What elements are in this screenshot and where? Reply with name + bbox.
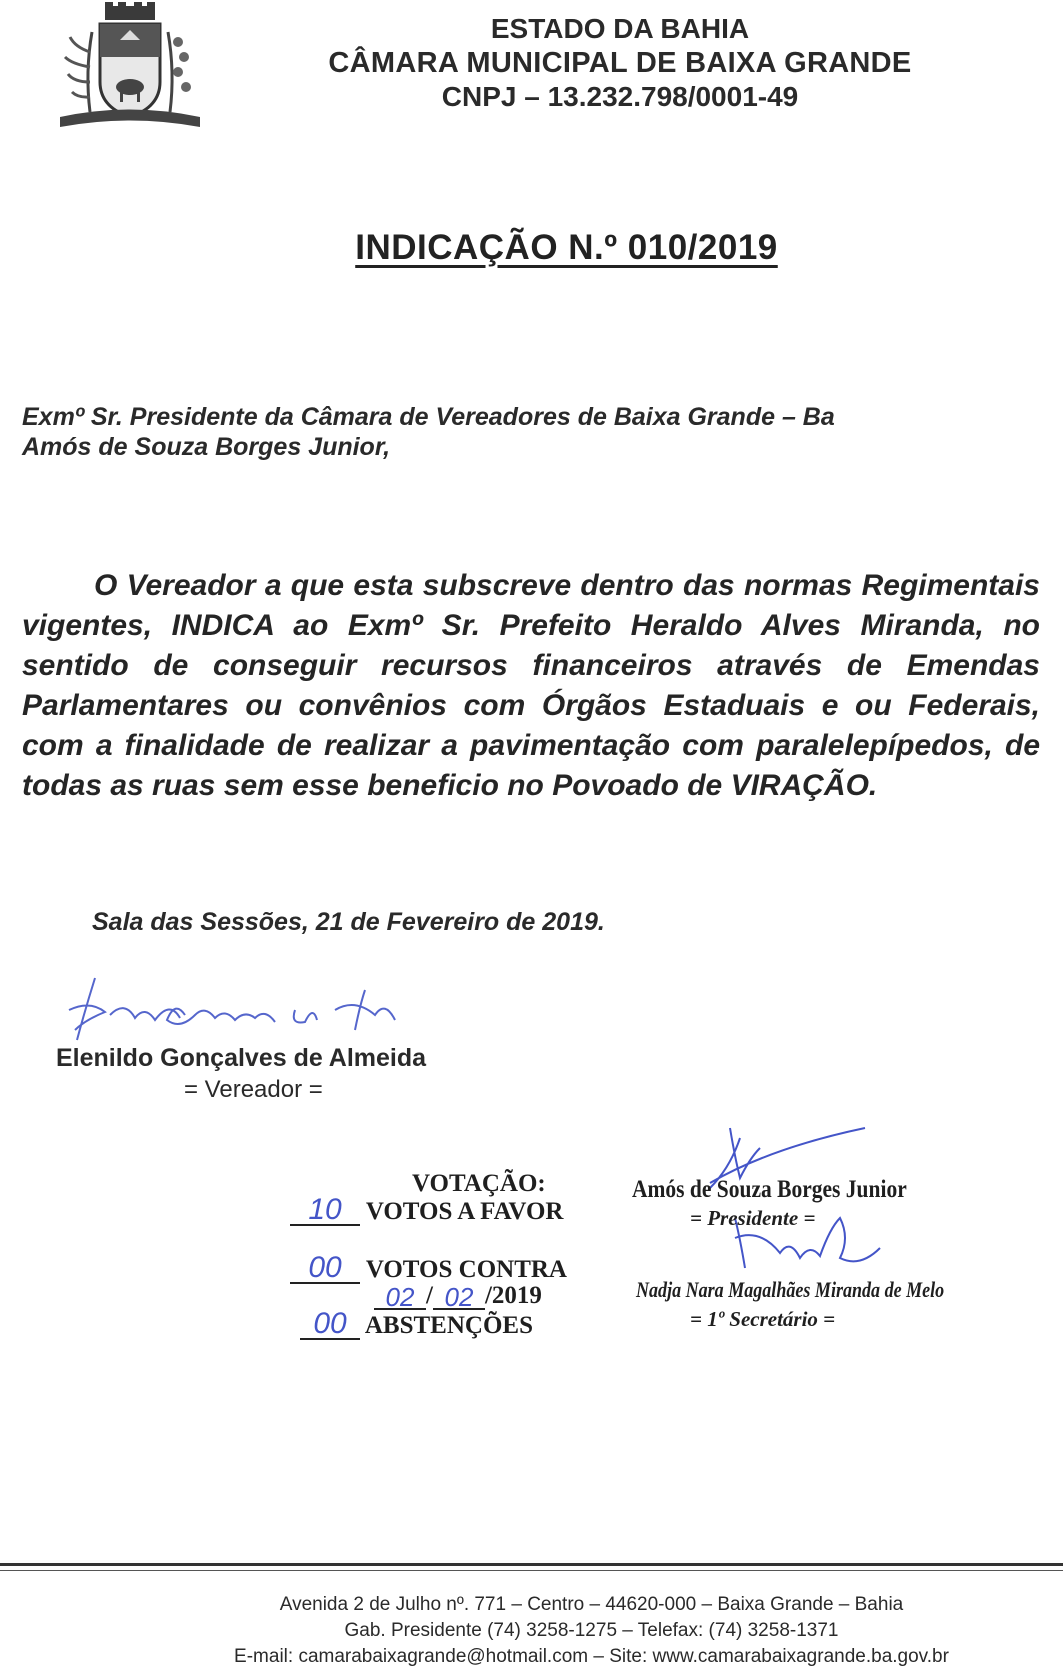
- votes-contra-row: [290, 1251, 567, 1284]
- voting-title: VOTAÇÃO:: [412, 1170, 546, 1197]
- votes-favor-value: 10: [290, 1196, 360, 1226]
- votes-favor-label: VOTOS A FAVOR: [365, 1198, 564, 1225]
- voting-date-row: [374, 1282, 542, 1310]
- addressee-line-1: Exmº Sr. Presidente da Câmara de Vereadores de Baixa Grande – Ba: [22, 403, 835, 431]
- session-date: Sala das Sessões, 21 de Fevereiro de 2019.: [92, 908, 605, 936]
- vereador-role: = Vereador =: [184, 1076, 323, 1103]
- footer-divider: [0, 1563, 1063, 1566]
- indication-body: O Vereador a que esta subscreve dentro das normas Regimentais vigentes, INDICA ao Exmº Sr. Prefeito Heraldo Alves Miranda, no sentido de conseguir recursos financeiros através de Emendas Parlamentares ou convênios com Órgãos Estaduais e ou Federais, com a finalidade de realizar a pavimentação com paralelepípedos, de todas as ruas sem esse beneficio no Povoado de VIRAÇÃO.: [22, 569, 1040, 802]
- cnpj-number: CNPJ – 13.232.798/0001-49: [441, 81, 799, 112]
- voting-date-day: 02: [374, 1286, 426, 1310]
- abstentions-row: [300, 1307, 533, 1340]
- document-title-text: INDICAÇÃO N.º 010/2019: [355, 228, 778, 267]
- votes-contra-value: 00: [290, 1254, 360, 1284]
- voting-date-month: 02: [433, 1286, 485, 1310]
- president-name: Amós de Souza Borges Junior: [632, 1176, 907, 1203]
- footer-address: Avenida 2 de Julho nº. 771 – Centro – 44620-000 – Baixa Grande – Bahia: [279, 1594, 904, 1615]
- votes-contra-label: VOTOS CONTRA: [365, 1256, 567, 1283]
- footer-contact: E-mail: camarabaixagrande@hotmail.com – Site: www.camarabaixagrande.ba.gov.br: [234, 1646, 949, 1667]
- votes-favor-row: [290, 1193, 564, 1226]
- abstentions-label: ABSTENÇÕES: [364, 1312, 533, 1339]
- voting-date-year: /2019: [484, 1282, 542, 1309]
- secretary-role: = 1º Secretário =: [690, 1307, 836, 1331]
- vereador-name: Elenildo Gonçalves de Almeida: [56, 1044, 427, 1072]
- addressee-line-2: Amós de Souza Borges Junior,: [22, 433, 391, 461]
- secretary-name: Nadja Nara Magalhães Miranda de Melo: [636, 1277, 945, 1302]
- footer: [0, 1592, 1063, 1670]
- letterhead: [240, 12, 1000, 114]
- municipal-crest-icon: [50, 2, 210, 132]
- document-title: [0, 228, 1063, 268]
- date-separator: /: [426, 1282, 433, 1309]
- state-name: ESTADO DA BAHIA: [490, 13, 750, 44]
- addressee: [22, 402, 1022, 462]
- footer-phones: Gab. Presidente (74) 3258-1275 – Telefax: (74) 3258-1371: [344, 1620, 839, 1641]
- footer-divider-thin: [0, 1570, 1063, 1571]
- abstentions-value: 00: [300, 1310, 360, 1340]
- president-role: = Presidente =: [690, 1206, 816, 1230]
- chamber-name: CÂMARA MUNICIPAL DE BAIXA GRANDE: [328, 47, 912, 79]
